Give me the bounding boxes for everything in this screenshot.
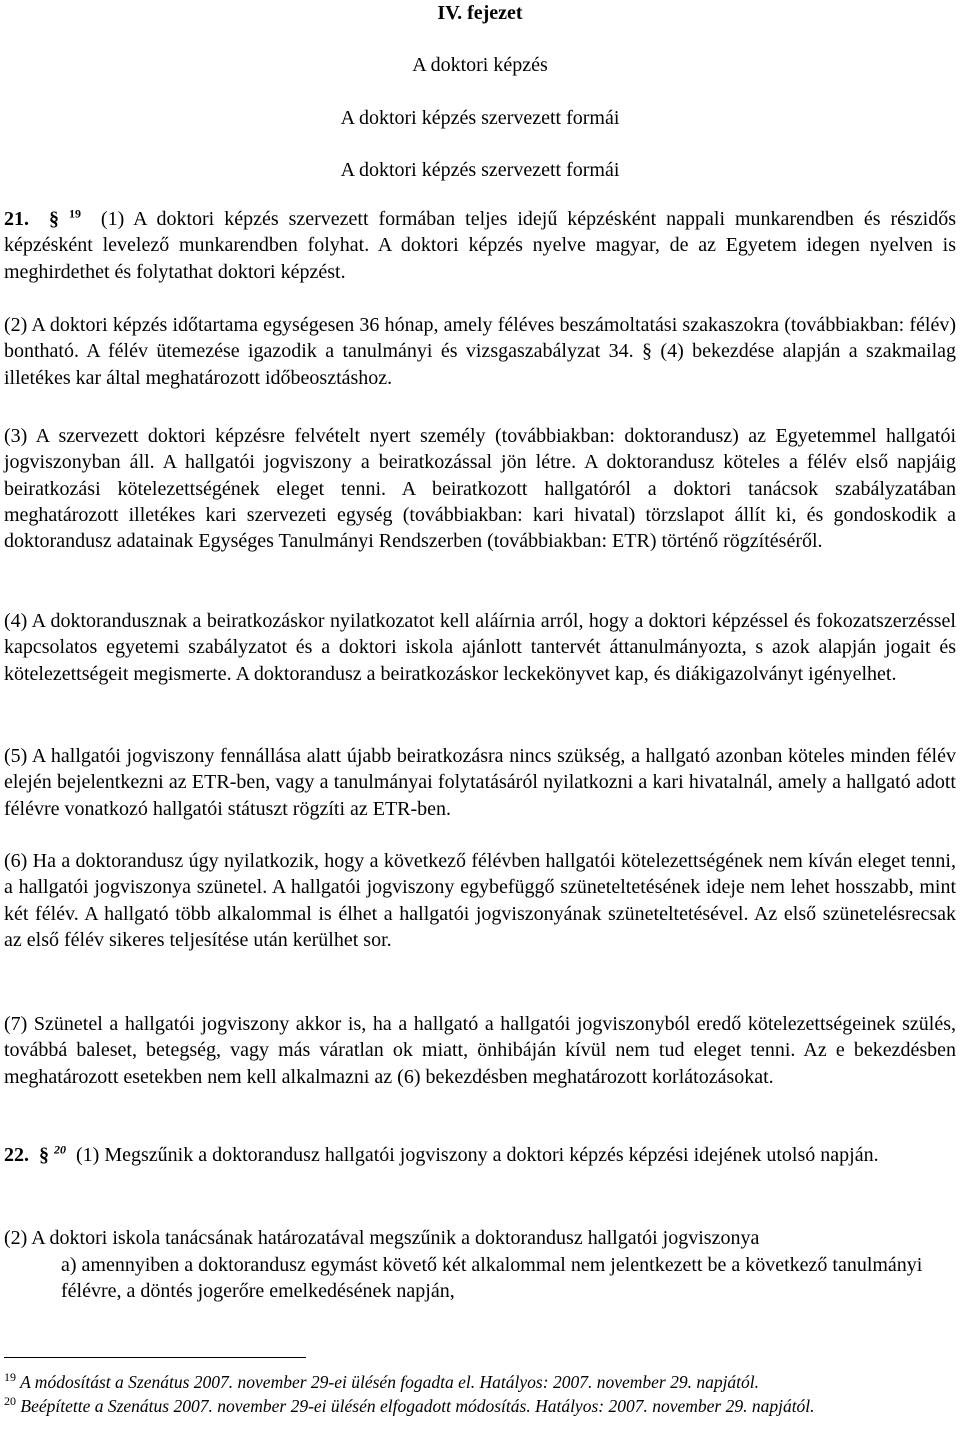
section-subtitle: A doktori képzés szervezett formái [340,107,620,129]
section-21-paragraph-3: (3) A szervezett doktori képzésre felvételt nyert személy (továbbiakban: doktorandusz) az Egyetemmel hallgatói jogviszonyban áll. A hallgatói jogviszony a beiratkozással jön létre. A doktorandusz köteles a félév első napjáig beiratkozási kötelezettségének eleget tenni. A beiratkozott hallgatóról a doktori tanácsok szabályzatában meghatározott illetékes kari szervezeti egység (továbbiakban: kari hivatal) törzslapot állít ki, és gondoskodik a doktorandusz adatainak Egységes Tanulmányi Rendszerben (továbbiakban: ETR) történő rögzítéséről. [4,425,956,553]
footnote-19 [4,1370,956,1394]
list-item-a: a) amennyiben a doktorandusz egymást követő két alkalommal nem jelentkezett be a következő tanulmányi félévre, a döntés jogerőre emelkedésének napján, [61,1254,923,1303]
section-subtitle-repeat: A doktori képzés szervezett formái [340,159,620,181]
chapter-title: A doktori képzés [412,54,548,76]
section-sign: § [39,1144,49,1166]
paragraph-text: (1) Megszűnik a doktorandusz hallgatói jogviszony a doktori képzés képzési idejének utolsó napján. [76,1144,879,1166]
section-22-paragraph-1 [4,1142,956,1168]
section-21-number: 21. [4,208,29,230]
footnote-20 [4,1394,956,1418]
paragraph-text: (1) A doktori képzés szervezett formában teljes idejű képzésként nappali munkarendben és részidős képzésként levelező munkarendben folyhat. A doktori képzés nyelve magyar, de az Egyetem idegen nyelven is meghirdethet és folytathat doktori képzést. [4,208,956,283]
section-21-paragraph-1 [4,206,956,285]
section-21-paragraph-2: (2) A doktori képzés időtartama egységesen 36 hónap, amely féléves beszámoltatási szakaszokra (továbbiakban: félév) bontható. A félév ütemezése igazodik a tanulmányi és vizsgaszabályzat 34. § (4) bekezdése alapján a szakmailag illetékes kar által meghatározott időbeosztáshoz. [4,314,956,389]
footnote-ref-19[interactable]: 19 [68,206,81,221]
section-21-paragraph-7: (7) Szünetel a hallgatói jogviszony akkor is, ha a hallgató a hallgatói jogviszonyból eredő kötelezettségeinek szülés, továbbá baleset, betegség, vagy más váratlan ok miatt, önhibáján kívül nem tud eleget tenni. Az e bekezdésben meghatározott esetekben nem kell alkalmazni az (6) bekezdésben meghatározott korlátozásokat. [4,1013,956,1088]
footnote-separator [4,1357,306,1358]
section-21-paragraph-4: (4) A doktorandusznak a beiratkozáskor nyilatkozatot kell aláírnia arról, hogy a doktori képzéssel és fokozatszerzéssel kapcsolatos egyetemi szabályzatot és a doktori iskola ajánlott tantervét áttanulmányozta, s azok alapján jogait és kötelezettségeit megismerte. A doktorandusz a beiratkozáskor leckekönyvet kap, és diákigazolványt igényelhet. [4,610,956,685]
section-21-paragraph-5: (5) A hallgatói jogviszony fennállása alatt újabb beiratkozásra nincs szükség, a hallgató azonban köteles minden félév elején bejelentkezni az ETR-ben, vagy a tanulmányai folytatásáról nyilatkozni a kari hivatalnál, amely a hallgató adott félévre vonatkozó hallgatói státuszt rögzíti az ETR-ben. [4,745,956,820]
footnote-text: Beépítette a Szenátus 2007. november 29-ei ülésén elfogadott módosítás. Hatályos: 2007. november 29. napjától. [20,1396,815,1416]
chapter-heading: IV. fejezet [437,2,523,24]
section-21-paragraph-6: (6) Ha a doktorandusz úgy nyilatkozik, hogy a következő félévben hallgatói kötelezettségének nem kíván eleget tenni, a hallgatói jogviszonya szünetel. A hallgatói jogviszony egybefüggő szüneteltetésének ideje nem lehet hosszabb, mint két félév. A hallgató több alkalommal is élhet a hallgatói jogviszonyának szüneteltetésével. Az első szünetelésrecsak az első félév sikeres teljesítése után kerülhet sor. [4,850,956,951]
section-sign: § [48,208,59,230]
footnote-text: A módosítást a Szenátus 2007. november 29-ei ülésén fogadta el. Hatályos: 2007. november 29. napjától. [20,1372,760,1392]
footnote-number: 19 [4,1370,16,1385]
section-22-number: 22. [4,1144,29,1166]
section-22-paragraph-2: (2) A doktori iskola tanácsának határozatával megszűnik a doktorandusz hallgatói jogviszonya [4,1227,760,1249]
footnote-ref-20[interactable]: 20 [54,1142,66,1157]
footnote-number: 20 [4,1394,16,1409]
